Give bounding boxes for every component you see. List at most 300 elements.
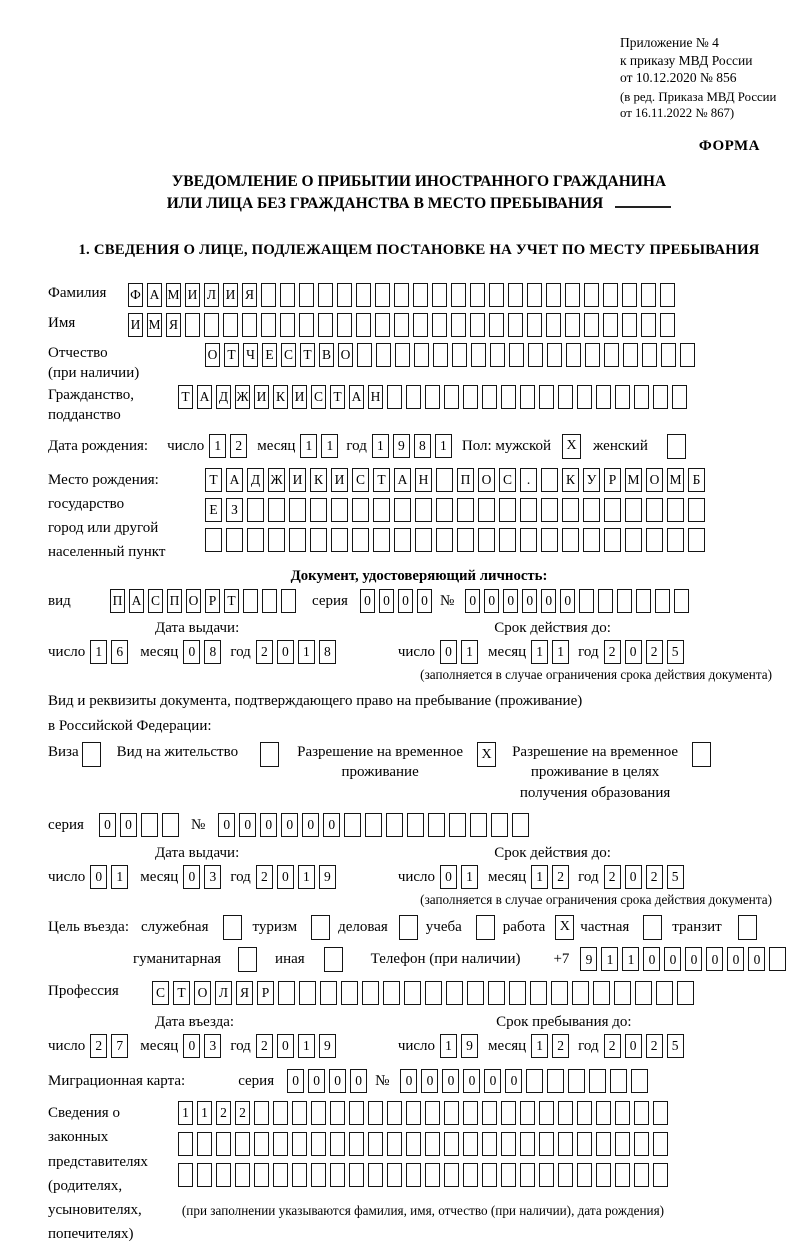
form-cell[interactable]: К xyxy=(562,468,579,492)
form-cell[interactable]: 0 xyxy=(463,1069,480,1093)
form-cell[interactable] xyxy=(425,981,442,1005)
form-cell[interactable] xyxy=(541,468,558,492)
form-cell[interactable] xyxy=(642,343,657,367)
form-cell[interactable]: 0 xyxy=(218,813,235,837)
form-cell[interactable] xyxy=(436,468,453,492)
form-cell[interactable]: 0 xyxy=(379,589,394,613)
form-cell[interactable] xyxy=(596,1101,611,1125)
form-cell[interactable] xyxy=(341,981,358,1005)
form-cell[interactable]: 9 xyxy=(319,865,336,889)
form-cell[interactable] xyxy=(289,528,306,552)
form-cell[interactable]: 1 xyxy=(90,640,107,664)
form-cell[interactable]: 2 xyxy=(604,865,621,889)
form-cell[interactable]: Р xyxy=(257,981,274,1005)
form-cell[interactable] xyxy=(344,813,361,837)
form-cell[interactable] xyxy=(520,528,537,552)
form-cell[interactable]: М xyxy=(625,468,642,492)
form-cell[interactable]: 2 xyxy=(256,865,273,889)
form-cell[interactable] xyxy=(614,981,631,1005)
form-cell[interactable]: С xyxy=(148,589,163,613)
form-cell[interactable] xyxy=(584,313,599,337)
form-cell[interactable] xyxy=(539,1163,554,1187)
form-cell[interactable] xyxy=(395,343,410,367)
form-cell[interactable]: 2 xyxy=(646,640,663,664)
form-cell[interactable] xyxy=(562,498,579,522)
form-cell[interactable] xyxy=(261,283,276,307)
form-cell[interactable]: А xyxy=(129,589,144,613)
form-cell[interactable] xyxy=(603,313,618,337)
form-cell[interactable] xyxy=(661,343,676,367)
form-cell[interactable]: С xyxy=(152,981,169,1005)
temp-permit-checkbox[interactable]: X xyxy=(477,742,496,767)
form-cell[interactable] xyxy=(330,1132,345,1156)
form-cell[interactable] xyxy=(432,283,447,307)
form-cell[interactable] xyxy=(273,1132,288,1156)
form-cell[interactable] xyxy=(490,343,505,367)
form-cell[interactable] xyxy=(583,498,600,522)
form-cell[interactable] xyxy=(415,528,432,552)
form-cell[interactable] xyxy=(349,1101,364,1125)
form-cell[interactable]: С xyxy=(352,468,369,492)
form-cell[interactable]: Т xyxy=(330,385,345,409)
form-cell[interactable]: 1 xyxy=(531,640,548,664)
form-cell[interactable] xyxy=(205,528,222,552)
form-cell[interactable] xyxy=(280,313,295,337)
form-cell[interactable] xyxy=(375,313,390,337)
form-cell[interactable]: Н xyxy=(415,468,432,492)
form-cell[interactable]: Т xyxy=(300,343,315,367)
form-cell[interactable]: 1 xyxy=(622,947,639,971)
form-cell[interactable] xyxy=(625,528,642,552)
form-cell[interactable] xyxy=(615,385,630,409)
purpose-study-checkbox[interactable] xyxy=(476,915,495,940)
form-cell[interactable] xyxy=(216,1163,231,1187)
form-cell[interactable] xyxy=(433,343,448,367)
form-cell[interactable]: . xyxy=(520,468,537,492)
form-cell[interactable] xyxy=(373,528,390,552)
form-cell[interactable] xyxy=(577,385,592,409)
form-cell[interactable] xyxy=(242,313,257,337)
form-cell[interactable]: 1 xyxy=(178,1101,193,1125)
form-cell[interactable]: С xyxy=(281,343,296,367)
form-cell[interactable] xyxy=(247,498,264,522)
form-cell[interactable] xyxy=(387,385,402,409)
form-cell[interactable]: 0 xyxy=(183,865,200,889)
form-cell[interactable] xyxy=(499,528,516,552)
form-cell[interactable] xyxy=(653,1163,668,1187)
form-cell[interactable]: О xyxy=(194,981,211,1005)
form-cell[interactable]: 0 xyxy=(239,813,256,837)
form-cell[interactable] xyxy=(247,528,264,552)
form-cell[interactable] xyxy=(235,1163,250,1187)
form-cell[interactable] xyxy=(482,385,497,409)
form-cell[interactable]: 1 xyxy=(298,640,315,664)
form-cell[interactable]: Б xyxy=(688,468,705,492)
form-cell[interactable] xyxy=(273,1101,288,1125)
form-cell[interactable]: О xyxy=(478,468,495,492)
form-cell[interactable]: С xyxy=(499,468,516,492)
form-cell[interactable] xyxy=(653,1132,668,1156)
form-cell[interactable] xyxy=(547,343,562,367)
purpose-transit-checkbox[interactable] xyxy=(738,915,757,940)
form-cell[interactable] xyxy=(299,313,314,337)
form-cell[interactable]: 0 xyxy=(440,640,457,664)
form-cell[interactable] xyxy=(310,498,327,522)
form-cell[interactable] xyxy=(368,1101,383,1125)
form-cell[interactable]: И xyxy=(128,313,143,337)
form-cell[interactable] xyxy=(631,1069,648,1093)
purpose-humanitarian-checkbox[interactable] xyxy=(238,947,257,972)
form-cell[interactable] xyxy=(512,813,529,837)
form-cell[interactable] xyxy=(141,813,158,837)
form-cell[interactable] xyxy=(625,498,642,522)
form-cell[interactable] xyxy=(491,813,508,837)
form-cell[interactable] xyxy=(478,528,495,552)
form-cell[interactable] xyxy=(546,313,561,337)
form-cell[interactable] xyxy=(589,1069,606,1093)
purpose-tourism-checkbox[interactable] xyxy=(311,915,330,940)
form-cell[interactable] xyxy=(488,981,505,1005)
form-cell[interactable] xyxy=(349,1163,364,1187)
form-cell[interactable]: 0 xyxy=(625,640,642,664)
form-cell[interactable] xyxy=(596,1163,611,1187)
form-cell[interactable] xyxy=(436,498,453,522)
form-cell[interactable] xyxy=(471,343,486,367)
form-cell[interactable] xyxy=(501,1132,516,1156)
form-cell[interactable] xyxy=(604,343,619,367)
form-cell[interactable] xyxy=(349,1132,364,1156)
form-cell[interactable]: М xyxy=(147,313,162,337)
form-cell[interactable]: 0 xyxy=(360,589,375,613)
form-cell[interactable] xyxy=(470,283,485,307)
form-cell[interactable]: 0 xyxy=(664,947,681,971)
form-cell[interactable]: Т xyxy=(205,468,222,492)
form-cell[interactable] xyxy=(579,589,594,613)
form-cell[interactable]: М xyxy=(667,468,684,492)
form-cell[interactable]: 0 xyxy=(421,1069,438,1093)
form-cell[interactable] xyxy=(603,283,618,307)
form-cell[interactable] xyxy=(501,1163,516,1187)
form-cell[interactable] xyxy=(566,343,581,367)
visa-checkbox[interactable] xyxy=(82,742,101,767)
form-cell[interactable] xyxy=(463,1101,478,1125)
form-cell[interactable] xyxy=(530,981,547,1005)
form-cell[interactable]: 2 xyxy=(646,1034,663,1058)
form-cell[interactable]: 0 xyxy=(287,1069,304,1093)
form-cell[interactable]: 0 xyxy=(302,813,319,837)
form-cell[interactable] xyxy=(641,283,656,307)
form-cell[interactable] xyxy=(646,528,663,552)
form-cell[interactable]: П xyxy=(167,589,182,613)
form-cell[interactable]: З xyxy=(226,498,243,522)
form-cell[interactable] xyxy=(615,1163,630,1187)
form-cell[interactable] xyxy=(539,1132,554,1156)
purpose-work-checkbox[interactable]: X xyxy=(555,915,574,940)
form-cell[interactable]: У xyxy=(583,468,600,492)
form-cell[interactable]: 0 xyxy=(685,947,702,971)
form-cell[interactable]: И xyxy=(292,385,307,409)
form-cell[interactable]: 1 xyxy=(531,1034,548,1058)
form-cell[interactable]: К xyxy=(310,468,327,492)
form-cell[interactable]: Я xyxy=(236,981,253,1005)
form-cell[interactable] xyxy=(337,313,352,337)
form-cell[interactable] xyxy=(634,1101,649,1125)
form-cell[interactable] xyxy=(365,813,382,837)
form-cell[interactable] xyxy=(482,1132,497,1156)
form-cell[interactable]: 2 xyxy=(230,434,247,458)
form-cell[interactable] xyxy=(641,313,656,337)
form-cell[interactable] xyxy=(615,1101,630,1125)
form-cell[interactable]: 1 xyxy=(601,947,618,971)
form-cell[interactable]: 0 xyxy=(503,589,518,613)
form-cell[interactable]: О xyxy=(205,343,220,367)
form-cell[interactable] xyxy=(406,385,421,409)
form-cell[interactable]: К xyxy=(273,385,288,409)
form-cell[interactable] xyxy=(178,1163,193,1187)
form-cell[interactable] xyxy=(311,1132,326,1156)
form-cell[interactable] xyxy=(337,283,352,307)
form-cell[interactable] xyxy=(499,498,516,522)
form-cell[interactable] xyxy=(622,313,637,337)
form-cell[interactable] xyxy=(280,283,295,307)
form-cell[interactable]: 0 xyxy=(417,589,432,613)
form-cell[interactable]: 0 xyxy=(625,865,642,889)
form-cell[interactable] xyxy=(404,981,421,1005)
form-cell[interactable]: 3 xyxy=(204,865,221,889)
form-cell[interactable] xyxy=(604,528,621,552)
form-cell[interactable] xyxy=(394,283,409,307)
form-cell[interactable] xyxy=(558,1101,573,1125)
form-cell[interactable]: 9 xyxy=(461,1034,478,1058)
form-cell[interactable] xyxy=(547,1069,564,1093)
form-cell[interactable]: 6 xyxy=(111,640,128,664)
form-cell[interactable] xyxy=(539,1101,554,1125)
form-cell[interactable] xyxy=(520,498,537,522)
form-cell[interactable] xyxy=(197,1132,212,1156)
form-cell[interactable]: 0 xyxy=(323,813,340,837)
form-cell[interactable]: 0 xyxy=(400,1069,417,1093)
form-cell[interactable] xyxy=(674,589,689,613)
form-cell[interactable]: 0 xyxy=(277,1034,294,1058)
form-cell[interactable] xyxy=(414,343,429,367)
form-cell[interactable] xyxy=(318,313,333,337)
form-cell[interactable]: Ф xyxy=(128,283,143,307)
form-cell[interactable]: Т xyxy=(224,589,239,613)
form-cell[interactable] xyxy=(406,1101,421,1125)
form-cell[interactable] xyxy=(656,981,673,1005)
form-cell[interactable]: Д xyxy=(216,385,231,409)
form-cell[interactable] xyxy=(386,813,403,837)
form-cell[interactable]: 1 xyxy=(321,434,338,458)
form-cell[interactable]: 0 xyxy=(560,589,575,613)
form-cell[interactable]: 8 xyxy=(414,434,431,458)
form-cell[interactable] xyxy=(362,981,379,1005)
form-cell[interactable] xyxy=(254,1101,269,1125)
form-cell[interactable]: А xyxy=(147,283,162,307)
form-cell[interactable]: Л xyxy=(215,981,232,1005)
form-cell[interactable]: 0 xyxy=(120,813,137,837)
form-cell[interactable]: 0 xyxy=(706,947,723,971)
form-cell[interactable]: Е xyxy=(262,343,277,367)
form-cell[interactable]: 0 xyxy=(183,1034,200,1058)
form-cell[interactable] xyxy=(769,947,786,971)
form-cell[interactable] xyxy=(509,981,526,1005)
form-cell[interactable] xyxy=(577,1101,592,1125)
form-cell[interactable] xyxy=(394,313,409,337)
form-cell[interactable] xyxy=(646,498,663,522)
form-cell[interactable] xyxy=(289,498,306,522)
form-cell[interactable]: 0 xyxy=(440,865,457,889)
form-cell[interactable]: 5 xyxy=(667,865,684,889)
form-cell[interactable] xyxy=(584,283,599,307)
form-cell[interactable]: 9 xyxy=(319,1034,336,1058)
form-cell[interactable] xyxy=(562,528,579,552)
form-cell[interactable]: 1 xyxy=(298,865,315,889)
form-cell[interactable]: О xyxy=(338,343,353,367)
form-cell[interactable] xyxy=(394,498,411,522)
form-cell[interactable] xyxy=(368,1163,383,1187)
form-cell[interactable]: 2 xyxy=(552,865,569,889)
form-cell[interactable] xyxy=(520,385,535,409)
form-cell[interactable] xyxy=(331,528,348,552)
form-cell[interactable] xyxy=(235,1132,250,1156)
form-cell[interactable] xyxy=(425,1163,440,1187)
purpose-commercial-checkbox[interactable] xyxy=(399,915,418,940)
form-cell[interactable]: 0 xyxy=(90,865,107,889)
form-cell[interactable] xyxy=(320,981,337,1005)
form-cell[interactable]: 0 xyxy=(281,813,298,837)
form-cell[interactable] xyxy=(660,313,675,337)
form-cell[interactable] xyxy=(688,498,705,522)
form-cell[interactable] xyxy=(299,981,316,1005)
form-cell[interactable] xyxy=(407,813,424,837)
form-cell[interactable] xyxy=(254,1163,269,1187)
form-cell[interactable] xyxy=(373,498,390,522)
form-cell[interactable] xyxy=(622,283,637,307)
form-cell[interactable]: 0 xyxy=(643,947,660,971)
form-cell[interactable] xyxy=(223,313,238,337)
sex-female-checkbox[interactable] xyxy=(667,434,686,459)
form-cell[interactable] xyxy=(489,313,504,337)
form-cell[interactable] xyxy=(292,1132,307,1156)
form-cell[interactable] xyxy=(623,343,638,367)
form-cell[interactable]: 2 xyxy=(552,1034,569,1058)
form-cell[interactable]: 0 xyxy=(748,947,765,971)
form-cell[interactable] xyxy=(653,1101,668,1125)
form-cell[interactable]: И xyxy=(289,468,306,492)
form-cell[interactable] xyxy=(489,283,504,307)
form-cell[interactable] xyxy=(281,589,296,613)
form-cell[interactable] xyxy=(451,313,466,337)
form-cell[interactable] xyxy=(610,1069,627,1093)
form-cell[interactable] xyxy=(478,498,495,522)
form-cell[interactable]: 2 xyxy=(235,1101,250,1125)
form-cell[interactable] xyxy=(376,343,391,367)
form-cell[interactable]: Я xyxy=(242,283,257,307)
purpose-private-checkbox[interactable] xyxy=(643,915,662,940)
form-cell[interactable] xyxy=(680,343,695,367)
form-cell[interactable] xyxy=(568,1069,585,1093)
form-cell[interactable] xyxy=(463,385,478,409)
form-cell[interactable] xyxy=(268,498,285,522)
form-cell[interactable] xyxy=(352,498,369,522)
form-cell[interactable] xyxy=(457,498,474,522)
form-cell[interactable]: 0 xyxy=(484,1069,501,1093)
form-cell[interactable] xyxy=(352,528,369,552)
form-cell[interactable] xyxy=(162,813,179,837)
form-cell[interactable]: Я xyxy=(166,313,181,337)
form-cell[interactable] xyxy=(660,283,675,307)
form-cell[interactable]: 1 xyxy=(461,865,478,889)
form-cell[interactable]: 5 xyxy=(667,640,684,664)
form-cell[interactable]: И xyxy=(223,283,238,307)
form-cell[interactable] xyxy=(598,589,613,613)
form-cell[interactable]: М xyxy=(166,283,181,307)
sex-male-checkbox[interactable]: X xyxy=(562,434,581,459)
form-cell[interactable]: А xyxy=(226,468,243,492)
form-cell[interactable]: Ч xyxy=(243,343,258,367)
form-cell[interactable] xyxy=(470,813,487,837)
form-cell[interactable] xyxy=(243,589,258,613)
form-cell[interactable] xyxy=(387,1163,402,1187)
form-cell[interactable]: 0 xyxy=(484,589,499,613)
form-cell[interactable] xyxy=(596,1132,611,1156)
form-cell[interactable] xyxy=(254,1132,269,1156)
form-cell[interactable] xyxy=(299,283,314,307)
form-cell[interactable] xyxy=(667,528,684,552)
form-cell[interactable] xyxy=(394,528,411,552)
form-cell[interactable] xyxy=(672,385,687,409)
form-cell[interactable] xyxy=(634,1163,649,1187)
form-cell[interactable]: П xyxy=(457,468,474,492)
form-cell[interactable] xyxy=(273,1163,288,1187)
form-cell[interactable]: 0 xyxy=(308,1069,325,1093)
form-cell[interactable] xyxy=(604,498,621,522)
form-cell[interactable] xyxy=(436,528,453,552)
form-cell[interactable]: П xyxy=(110,589,125,613)
form-cell[interactable]: 1 xyxy=(461,640,478,664)
form-cell[interactable]: 5 xyxy=(667,1034,684,1058)
form-cell[interactable] xyxy=(558,385,573,409)
form-cell[interactable]: 0 xyxy=(522,589,537,613)
purpose-other-checkbox[interactable] xyxy=(324,947,343,972)
form-cell[interactable] xyxy=(572,981,589,1005)
form-cell[interactable]: Ж xyxy=(268,468,285,492)
form-cell[interactable]: 0 xyxy=(329,1069,346,1093)
form-cell[interactable]: 1 xyxy=(197,1101,212,1125)
form-cell[interactable] xyxy=(467,981,484,1005)
form-cell[interactable]: 1 xyxy=(531,865,548,889)
form-cell[interactable] xyxy=(565,283,580,307)
residence-permit-checkbox[interactable] xyxy=(260,742,279,767)
form-cell[interactable] xyxy=(383,981,400,1005)
form-cell[interactable] xyxy=(387,1101,402,1125)
form-cell[interactable]: Н xyxy=(368,385,383,409)
form-cell[interactable] xyxy=(577,1163,592,1187)
form-cell[interactable] xyxy=(330,1163,345,1187)
form-cell[interactable] xyxy=(292,1163,307,1187)
form-cell[interactable]: И xyxy=(331,468,348,492)
form-cell[interactable]: В xyxy=(319,343,334,367)
form-cell[interactable]: 0 xyxy=(625,1034,642,1058)
form-cell[interactable] xyxy=(262,589,277,613)
form-cell[interactable]: А xyxy=(349,385,364,409)
form-cell[interactable] xyxy=(653,385,668,409)
form-cell[interactable]: 8 xyxy=(319,640,336,664)
form-cell[interactable]: 7 xyxy=(111,1034,128,1058)
form-cell[interactable]: 0 xyxy=(465,589,480,613)
form-cell[interactable]: Т xyxy=(178,385,193,409)
